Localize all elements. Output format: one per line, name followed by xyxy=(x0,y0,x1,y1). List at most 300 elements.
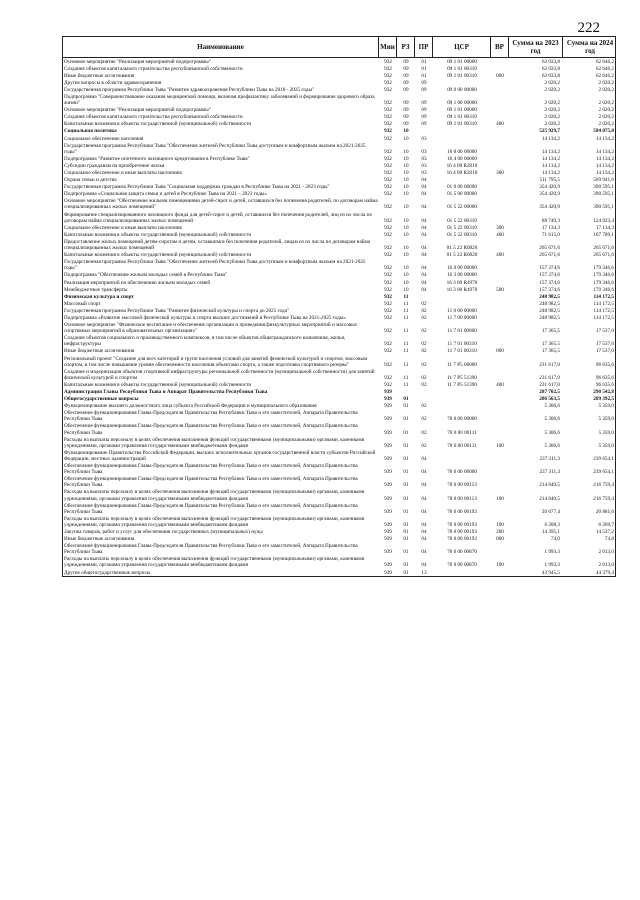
cell-sum-2024: 265 671,6 xyxy=(593,245,614,252)
cell-vr: 100 xyxy=(496,442,504,449)
cell-pr: 02 xyxy=(421,341,427,348)
cell-min: 932 xyxy=(384,204,392,211)
cell-min: 939 xyxy=(384,469,392,476)
cell-csr xyxy=(433,141,491,142)
cell-pr: 09 xyxy=(421,100,427,107)
cell-rz: 01 xyxy=(403,549,409,556)
cell-rz: 10 xyxy=(403,279,409,286)
cell-sum-2024: 390 595,1 xyxy=(593,184,614,191)
cell-pr: 02 xyxy=(421,374,427,381)
cell-sum-2024: 2 020,2 xyxy=(598,114,614,121)
cell-min: 932 xyxy=(384,286,392,293)
cell-name: Государственная программа Республики Тыва "Развитие здравоохранения Республики Тыва на 2018 - 2025 годы" xyxy=(64,86,315,93)
cell-csr: 78 0 00 00000 xyxy=(447,469,477,476)
header-pr: ПР xyxy=(415,37,433,57)
cell-csr: 11 7 01 00000 xyxy=(447,328,477,335)
cell-min: 932 xyxy=(384,135,392,142)
cell-min: 932 xyxy=(384,58,392,65)
table-row xyxy=(63,381,615,388)
cell-sum-2024: 569 941,6 xyxy=(593,177,614,184)
cell-min: 932 xyxy=(384,265,392,272)
cell-sum-2023: 71 615,0 xyxy=(541,231,560,238)
table-row xyxy=(63,65,615,72)
cell-name: Основное мероприятие "Физическое воспитание и обеспечение организации и проведения физкультурных мероприятий и массовых спортивных мероприятий в образовательных организациях" xyxy=(64,322,358,335)
cell-vr xyxy=(491,278,509,279)
cell-name: Основное мероприятие "Обеспечение жилыми помещениями детей-сирот и детей, оставшихся без попечения родителей, по договорам найма специализированных жилых помещений" xyxy=(64,198,378,211)
cell-rz: 01 xyxy=(403,482,409,489)
cell-min: 932 xyxy=(384,191,392,198)
cell-sum-2023: 5 306,6 xyxy=(544,442,560,449)
cell-vr xyxy=(491,462,509,463)
cell-vr xyxy=(491,306,509,307)
cell-name: Государственная программа Республики Тыва "Обеспечение жителей Республики Тыва доступным и комфортным жильем на 2021-2025 годы" xyxy=(64,259,366,272)
cell-pr: 01 xyxy=(421,72,427,79)
cell-min: 932 xyxy=(384,374,392,381)
cell-sum-2023: 237 311,3 xyxy=(539,455,560,462)
cell-sum-2024: 2 020,2 xyxy=(598,86,614,93)
cell-csr: 01 5 22 R0820 xyxy=(446,252,478,259)
cell-rz: 09 xyxy=(403,121,409,128)
cell-vr xyxy=(491,435,509,436)
cell-pr: 04 xyxy=(421,204,427,211)
cell-csr: 11 7 P5 51390 xyxy=(447,381,477,388)
cell-csr: 01 5 22 00310 xyxy=(447,217,477,224)
cell-pr: 02 xyxy=(421,300,427,307)
table-row xyxy=(63,502,615,515)
cell-vr xyxy=(491,106,509,107)
cell-pr: 03 xyxy=(421,170,427,176)
cell-sum-2023: 17 134,3 xyxy=(541,224,560,231)
cell-sum-2023: 20 677,4 xyxy=(541,508,560,515)
cell-pr: 04 xyxy=(421,217,427,224)
cell-name: Физическая культура и спорт xyxy=(64,293,134,300)
cell-csr: 16 3 00 R4970 xyxy=(446,279,478,286)
cell-name: Капитальные вложения в объекты государственной (муниципальной) собственности xyxy=(64,381,252,388)
table-row xyxy=(63,177,615,184)
cell-min: 932 xyxy=(384,300,392,307)
cell-min: 939 xyxy=(384,403,392,410)
cell-sum-2024: 17 537,0 xyxy=(595,341,614,348)
cell-csr: 16 4 00 00000 xyxy=(447,155,477,162)
cell-sum-2023: 231 617,0 xyxy=(539,381,560,388)
cell-name: Иные бюджетные ассигнования xyxy=(64,72,135,79)
cell-sum-2023: 1 993,3 xyxy=(544,549,560,556)
cell-sum-2023: 14 134,2 xyxy=(541,155,560,162)
cell-rz: 10 xyxy=(403,135,409,142)
cell-vr xyxy=(491,210,509,211)
cell-pr: 04 xyxy=(421,245,427,252)
cell-pr: 04 xyxy=(421,265,427,272)
cell-sum-2023: 2 020,2 xyxy=(544,114,560,121)
table-row xyxy=(63,528,615,535)
cell-csr: 09 1 01 00310 xyxy=(447,65,477,72)
cell-pr: 04 xyxy=(421,272,427,279)
cell-pr: 04 xyxy=(421,252,427,259)
table-row xyxy=(63,556,615,569)
cell-rz: 11 xyxy=(403,341,409,348)
cell-sum-2024: 14 134,2 xyxy=(595,148,614,155)
cell-min: 939 xyxy=(384,528,392,535)
cell-min: 932 xyxy=(384,348,392,355)
cell-name: Функционирование высшего должностного лица субъекта Российской Федерации и муниципального образования xyxy=(64,403,317,410)
table-row xyxy=(63,272,615,279)
cell-rz: 11 xyxy=(403,300,409,307)
cell-name: Подпрограмма "Совершенствование оказания медицинской помощи, включая профилактику заболеваний и формирование здорового образа жизни" xyxy=(64,93,375,107)
cell-csr: 78 0 00 00113 xyxy=(447,482,477,489)
cell-vr: 100 xyxy=(496,495,504,502)
cell-vr xyxy=(491,402,509,403)
cell-csr: 01 5 22 00000 xyxy=(447,204,477,211)
cell-rz: 09 xyxy=(403,79,409,86)
cell-vr xyxy=(491,154,509,155)
cell-pr: 02 xyxy=(421,314,427,321)
cell-rz: 10 xyxy=(403,128,409,135)
cell-pr: 04 xyxy=(421,495,427,502)
table-row xyxy=(63,300,615,307)
cell-vr xyxy=(491,395,509,396)
cell-csr: 78 0 00 00870 xyxy=(447,562,477,569)
cell-rz: 09 xyxy=(403,65,409,72)
cell-pr: 02 xyxy=(421,403,427,410)
cell-csr: 16 4 00 R2010 xyxy=(446,162,478,169)
cell-csr xyxy=(433,395,491,396)
cell-sum-2023: 525 929,7 xyxy=(539,128,560,135)
cell-rz: 10 xyxy=(403,155,409,162)
table-row xyxy=(63,410,615,423)
cell-sum-2023: 354 420,9 xyxy=(539,191,560,198)
cell-pr: 02 xyxy=(421,361,427,368)
cell-rz: 10 xyxy=(403,286,409,293)
cell-sum-2023: 157 374,6 xyxy=(539,279,560,286)
cell-sum-2024: 5 359,0 xyxy=(598,403,614,410)
cell-sum-2023: 14 134,2 xyxy=(541,135,560,142)
cell-sum-2024: 390 595,1 xyxy=(593,191,614,198)
cell-rz: 11 xyxy=(403,361,409,368)
cell-sum-2023: 2 020,2 xyxy=(544,79,560,86)
cell-rz: 11 xyxy=(403,348,409,355)
cell-csr: 11 7 01 00310 xyxy=(447,348,477,355)
cell-sum-2024: 17 537,0 xyxy=(595,328,614,335)
cell-pr: 13 xyxy=(421,569,427,576)
cell-min: 939 xyxy=(384,416,392,423)
cell-min: 932 xyxy=(384,114,392,121)
cell-name: Социальное обеспечение и иные выплаты населению xyxy=(64,224,183,231)
cell-pr: 04 xyxy=(421,521,427,528)
cell-sum-2023: 248 982,5 xyxy=(539,314,560,321)
cell-sum-2024: 2 020,2 xyxy=(598,79,614,86)
cell-sum-2024: 44 379,4 xyxy=(595,569,614,576)
cell-csr: 78 0 00 00193 xyxy=(447,536,477,543)
cell-rz: 01 xyxy=(403,416,409,423)
cell-pr xyxy=(415,395,433,396)
cell-sum-2023: 231 617,0 xyxy=(539,374,560,381)
cell-sum-2023: 2 020,2 xyxy=(544,107,560,114)
cell-sum-2024: 14 537,2 xyxy=(595,528,614,535)
cell-sum-2023: 1 993,3 xyxy=(544,562,560,569)
cell-pr: 09 xyxy=(421,79,427,86)
cell-name: Социальное обеспечение и иные выплаты населению xyxy=(64,170,183,176)
cell-sum-2024: 14 134,2 xyxy=(595,170,614,176)
cell-name: Подпрограмма "Развитие ипотечного жилищного кредитования в Республике Тыва" xyxy=(64,155,250,162)
cell-name: Расходы на выплаты персоналу в целях обеспечения выполнения функций государственными (муниципальными) органами, казенными учреждениями, органами управления государственными внебюджетными фондами xyxy=(64,489,365,502)
table-row xyxy=(63,543,615,556)
cell-pr: 04 xyxy=(421,508,427,515)
page-number: 222 xyxy=(577,20,600,36)
table-row xyxy=(63,515,615,528)
cell-vr xyxy=(491,514,509,515)
cell-min: 932 xyxy=(384,293,392,300)
cell-name: Создание и модернизация объектов спортивной инфраструктуры региональной собственности (муниципальной собственности) для занятий физической культурой и спортом xyxy=(64,368,375,381)
cell-sum-2024: 74,8 xyxy=(604,536,614,543)
cell-name: Предоставление жилых помещений детям-сиротам и детям, оставшимся без попечения родителей, лицам из их числа по договорам найма специализированных жилых помещений xyxy=(64,238,371,252)
cell-vr: 400 xyxy=(496,231,504,238)
cell-sum-2024: 114 172,5 xyxy=(593,293,614,300)
cell-vr: 800 xyxy=(496,536,504,543)
cell-vr: 800 xyxy=(496,72,504,79)
cell-sum-2023: 157 374,6 xyxy=(539,265,560,272)
cell-sum-2023: 248 982,5 xyxy=(539,293,560,300)
cell-sum-2024: 14 134,2 xyxy=(595,135,614,142)
cell-sum-2023: 157 374,6 xyxy=(539,272,560,279)
cell-min: 932 xyxy=(384,155,392,162)
header-sum-2024: Сумма на 2024 год xyxy=(566,39,614,55)
cell-pr: 03 xyxy=(421,148,427,155)
cell-rz: 01 xyxy=(403,403,409,410)
cell-sum-2024: 17 134,3 xyxy=(595,224,614,231)
table-row xyxy=(63,396,615,403)
cell-csr: 09 1 00 00000 xyxy=(447,100,477,107)
cell-pr: 02 xyxy=(421,442,427,449)
table-row xyxy=(63,79,615,86)
table-row xyxy=(63,72,615,79)
budget-table xyxy=(62,36,616,577)
cell-min: 932 xyxy=(384,307,392,314)
table-row xyxy=(63,155,615,162)
cell-rz: 10 xyxy=(403,272,409,279)
cell-min: 932 xyxy=(384,100,392,107)
cell-min: 932 xyxy=(384,107,392,114)
cell-min: 939 xyxy=(384,562,392,569)
table-row xyxy=(63,286,615,293)
cell-rz: 11 xyxy=(403,381,409,388)
cell-rz: 10 xyxy=(403,245,409,252)
cell-pr: 02 xyxy=(421,381,427,388)
cell-min: 939 xyxy=(384,429,392,436)
cell-rz: 10 xyxy=(403,184,409,191)
cell-vr: 400 xyxy=(496,381,504,388)
table-row xyxy=(63,476,615,489)
cell-sum-2023: 74,0 xyxy=(550,536,560,543)
cell-rz: 01 xyxy=(403,442,409,449)
cell-min: 932 xyxy=(384,177,392,184)
cell-rz: 01 xyxy=(403,429,409,436)
table-row xyxy=(63,128,615,135)
table-row xyxy=(63,58,615,65)
cell-min: 932 xyxy=(384,279,392,286)
cell-sum-2024: 14 134,2 xyxy=(595,162,614,169)
cell-csr: 78 0 00 00000 xyxy=(447,416,477,423)
cell-csr: 78 0 00 00113 xyxy=(447,495,477,502)
cell-sum-2024: 239 654,1 xyxy=(593,455,614,462)
cell-pr: 04 xyxy=(421,177,427,184)
cell-name: Общегосударственные вопросы xyxy=(64,396,139,403)
cell-min: 932 xyxy=(384,162,392,169)
cell-csr: 01 5 00 00000 xyxy=(447,191,477,198)
cell-name: Подпрограмма "Обеспечение жильем молодых семей в Республике Тыва" xyxy=(64,272,228,279)
cell-min: 932 xyxy=(384,381,392,388)
cell-rz: 01 xyxy=(403,521,409,528)
cell-sum-2023: 2 020,2 xyxy=(544,121,560,128)
cell-min: 932 xyxy=(384,328,392,335)
cell-name: Расходы на выплаты персоналу в целях обеспечения выполнения функций государственными (муниципальными) органами, казенными учреждениями, органами управления государственными внебюджетными фондами xyxy=(64,436,365,449)
cell-rz: 11 xyxy=(403,328,409,335)
cell-pr: 09 xyxy=(421,86,427,93)
cell-name: Основное мероприятие "Реализация мероприятий подпрограммы" xyxy=(64,58,211,65)
cell-vr: 200 xyxy=(496,528,504,535)
cell-name: Реализация мероприятий по обеспечению жильем молодых семей xyxy=(64,279,211,286)
cell-name: Социальная политика xyxy=(64,128,117,135)
cell-min: 932 xyxy=(384,65,392,72)
cell-name: Обеспечение функционирования Главы-Председателя Правительства Республики Тыва и его заместителей, Аппарата Правительства Республики Тыва xyxy=(64,543,358,556)
cell-min: 932 xyxy=(384,72,392,79)
cell-name: Обеспечение функционирования Главы-Председателя Правительства Республики Тыва и его заместителей, Аппарата Правительства Республики Тыва xyxy=(64,463,358,476)
cell-pr: 09 xyxy=(421,121,427,128)
cell-rz: 01 xyxy=(403,469,409,476)
cell-csr: 16 3 00 00000 xyxy=(447,272,477,279)
table-row xyxy=(63,335,615,348)
cell-name: Иные бюджетные ассигнования xyxy=(64,348,135,355)
cell-csr: 09 1 01 00310 xyxy=(447,72,477,79)
cell-pr: 09 xyxy=(421,114,427,121)
cell-vr xyxy=(491,409,509,410)
cell-min: 932 xyxy=(384,184,392,191)
cell-csr: 09 1 01 00000 xyxy=(447,58,477,65)
cell-vr xyxy=(491,197,509,198)
cell-sum-2023: 157 374,6 xyxy=(539,286,560,293)
cell-sum-2024: 390 595,1 xyxy=(593,204,614,211)
cell-min: 932 xyxy=(384,128,392,135)
cell-sum-2023: 286 563,5 xyxy=(539,396,560,403)
cell-sum-2024: 290 542,8 xyxy=(593,389,614,395)
cell-name: Обеспечение функционирования Главы-Председателя Правительства Республики Тыва и его заместителей, Аппарата Правительства Республики Тыва xyxy=(64,410,358,423)
table-row xyxy=(63,224,615,231)
cell-vr xyxy=(491,488,509,489)
cell-name: Подпрограмма «Социальная защита семьи и детей в Республике Тыва на 2021 – 2023 годы» xyxy=(64,191,267,198)
cell-sum-2024: 6 269,7 xyxy=(598,521,614,528)
cell-pr: 01 xyxy=(421,58,427,65)
cell-rz: 01 xyxy=(403,508,409,515)
table-row xyxy=(63,238,615,251)
cell-sum-2024: 216 759,4 xyxy=(593,482,614,489)
cell-pr: 04 xyxy=(421,279,427,286)
table-row xyxy=(63,191,615,198)
cell-vr xyxy=(491,475,509,476)
cell-pr: 04 xyxy=(421,562,427,569)
table-row xyxy=(63,322,615,335)
cell-sum-2024: 114 172,5 xyxy=(593,314,614,321)
cell-name: Государственная программа Республики Тыва "Развитие физической культуры и спорта до 2025 года" xyxy=(64,307,290,314)
cell-rz: 01 xyxy=(403,562,409,569)
cell-name: Создание объектов капитального строительства республиканской собственности xyxy=(64,114,243,121)
cell-min: 932 xyxy=(384,86,392,93)
cell-sum-2024: 62 646,2 xyxy=(595,58,614,65)
cell-name: Создание объектов капитального строительства республиканской собственности xyxy=(64,65,243,72)
cell-sum-2024: 5 359,0 xyxy=(598,429,614,436)
cell-csr: 11 0 00 00000 xyxy=(447,307,477,314)
cell-name: Капитальные вложения в объекты государственной (муниципальной) собственности xyxy=(64,252,252,259)
cell-name: Администрация Главы Республики Тыва и Аппарат Правительства Республики Тыва xyxy=(64,389,268,395)
cell-min: 939 xyxy=(384,569,392,576)
table-row xyxy=(63,184,615,191)
cell-csr: 16 3 00 R4970 xyxy=(446,286,478,293)
table-row xyxy=(63,142,615,155)
cell-sum-2024: 2 020,2 xyxy=(598,100,614,107)
cell-csr: 78 0 00 00193 xyxy=(447,508,477,515)
cell-sum-2024: 5 359,0 xyxy=(598,442,614,449)
cell-min: 932 xyxy=(384,252,392,259)
cell-rz: 11 xyxy=(403,307,409,314)
cell-sum-2023: 14 134,2 xyxy=(541,162,560,169)
cell-csr: 11 7 00 00000 xyxy=(447,314,477,321)
cell-vr xyxy=(491,64,509,65)
cell-rz: 10 xyxy=(403,217,409,224)
cell-pr: 02 xyxy=(421,307,427,314)
cell-min: 932 xyxy=(384,170,392,176)
cell-csr xyxy=(433,134,491,135)
cell-name: Основное мероприятие "Реализация мероприятий подпрограммы" xyxy=(64,107,211,114)
cell-csr: 11 7 P5 00000 xyxy=(447,361,477,368)
cell-name: Расходы на выплаты персоналу в целях обеспечения выполнения функций государственными (муниципальными) органами, казенными учреждениями, органами управления государственными внебюджетными фондами xyxy=(64,515,365,528)
cell-name: Обеспечение функционирования Главы-Председателя Правительства Республики Тыва и его заместителей, Аппарата Правительства Республики Тыва xyxy=(64,502,358,515)
cell-sum-2024: 179 346,6 xyxy=(593,272,614,279)
cell-vr: 400 xyxy=(496,121,504,128)
cell-rz: 01 xyxy=(403,536,409,543)
cell-rz: 09 xyxy=(403,107,409,114)
header-csr: ЦСР xyxy=(433,37,491,57)
cell-vr xyxy=(491,141,509,142)
cell-name: Другие вопросы в области здравоохранения xyxy=(64,79,162,86)
cell-sum-2023: 5 306,6 xyxy=(544,429,560,436)
cell-csr xyxy=(433,409,491,410)
cell-name: Государственная программа Республики Тыва "Социальная поддержка граждан в Республике Тыва на 2021 - 2023 годы" xyxy=(64,184,330,191)
header-rz: РЗ xyxy=(397,37,415,57)
cell-name: Региональный проект "Создание для всех категорий и групп населения условий для занятий физической культурой и спортом, массовым спортом, в том числе повышение уровня обеспеченности населения объектами спорта, а также подготовка спортивного резерва" xyxy=(64,355,368,368)
cell-rz: 09 xyxy=(403,58,409,65)
cell-pr: 01 xyxy=(421,65,427,72)
cell-rz: 01 xyxy=(403,495,409,502)
header-vr: ВР xyxy=(491,37,509,57)
cell-pr: 02 xyxy=(421,348,427,355)
table-row xyxy=(63,569,615,576)
cell-rz: 10 xyxy=(403,148,409,155)
cell-min: 932 xyxy=(384,148,392,155)
cell-sum-2023: 265 671,6 xyxy=(539,252,560,259)
cell-name: Капитальные вложения в объекты государственной (муниципальной) собственности xyxy=(64,121,252,128)
cell-sum-2023: 43 945,5 xyxy=(541,569,560,576)
table-body xyxy=(62,58,616,577)
cell-sum-2023: 62 033,8 xyxy=(541,58,560,65)
cell-sum-2023: 5 306,6 xyxy=(544,403,560,410)
cell-rz: 10 xyxy=(403,265,409,272)
cell-sum-2023: 17 365,5 xyxy=(541,348,560,355)
cell-sum-2024: 114 172,5 xyxy=(593,300,614,307)
cell-min: 932 xyxy=(384,217,392,224)
cell-rz: 01 xyxy=(403,396,409,403)
cell-rz: 09 xyxy=(403,114,409,121)
cell-pr: 04 xyxy=(421,455,427,462)
cell-name: Расходы на выплаты персоналу в целях обеспечения выполнения функций государственными (муниципальными) органами, казенными учреждениями, органами управления государственными внебюджетными фондами xyxy=(64,556,365,569)
cell-name: Другие общегосударственные вопросы xyxy=(64,569,151,576)
